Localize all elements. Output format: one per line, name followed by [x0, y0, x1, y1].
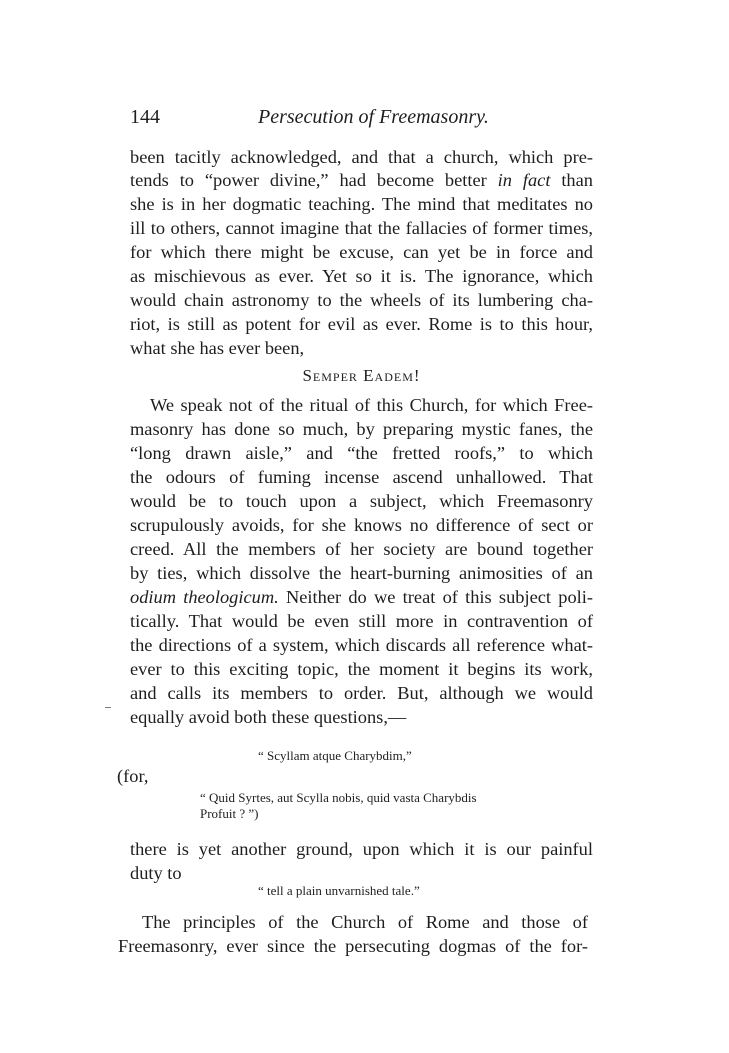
text-line: been tacitly acknowledged, and that a church, which pre- [130, 147, 593, 167]
text-fragment: than [561, 170, 593, 190]
text-fragment: tends to “power divine,” had become better [130, 170, 487, 190]
italic-phrase: odium theologicum. [130, 587, 279, 607]
text-line: as mischievous as ever. Yet so it is. The ignorance, which [130, 266, 593, 286]
text-line: duty to [130, 863, 182, 883]
text-line: what she has ever been, [130, 338, 305, 358]
latin-quote: “ Scyllam atque Charybdim,” [258, 748, 412, 763]
text-line: masonry has done so much, by preparing mystic fanes, the [130, 419, 593, 439]
text-line: would chain astronomy to the wheels of its lumbering cha- [130, 290, 593, 310]
running-title: Persecution of Freemasonry. [258, 106, 489, 128]
text-line: scrupulously avoids, for she knows no difference of sect or [130, 515, 593, 535]
text-line [130, 169, 593, 191]
text-line: there is yet another ground, upon which it is our painful [130, 839, 593, 859]
text-line: ever to this exciting topic, the moment it begins its work, [130, 659, 593, 679]
quotation-line: “ tell a plain unvarnished tale.” [258, 883, 420, 898]
text-line [130, 586, 593, 608]
text-line: We speak not of the ritual of this Church, for which Free- [150, 395, 593, 415]
latin-quote: “ Quid Syrtes, aut Scylla nobis, quid vasta Charybdis [200, 790, 477, 805]
text-line: The principles of the Church of Rome and those of [142, 912, 588, 932]
text-fragment: Neither do we treat of this subject poli- [285, 587, 593, 607]
text-line: Freemasonry, ever since the persecuting dogmas of the for- [118, 936, 588, 956]
page-number: 144 [130, 106, 160, 128]
motto-heading: Semper Eadem! [302, 366, 421, 385]
text-line: for which there might be excuse, can yet be in force and [130, 242, 593, 262]
text-line: would be to touch upon a subject, which Freemasonry [130, 491, 593, 511]
text-line: ill to others, cannot imagine that the fallacies of former times, [130, 218, 593, 238]
text-line: the directions of a system, which discards all reference what- [130, 635, 593, 655]
text-line: equally avoid both these questions,— [130, 707, 407, 727]
latin-quote: Profuit ? ”) [200, 806, 259, 821]
italic-phrase: in fact [497, 170, 551, 190]
margin-mark [105, 707, 111, 708]
page-header [130, 106, 600, 132]
for-label: (for, [117, 766, 149, 786]
text-line: by ties, which dissolve the heart-burning animosities of an [130, 563, 593, 583]
text-line: the odours of fuming incense ascend unhallowed. That [130, 467, 593, 487]
text-line: she is in her dogmatic teaching. The mind that meditates no [130, 194, 593, 214]
text-line: “long drawn aisle,” and “the fretted roofs,” to which [130, 443, 593, 463]
text-line: creed. All the members of her society are bound together [130, 539, 593, 559]
text-line: tically. That would be even still more in contravention of [130, 611, 593, 631]
text-line: and calls its members to order. But, although we would [130, 683, 593, 703]
text-line: riot, is still as potent for evil as ever. Rome is to this hour, [130, 314, 593, 334]
